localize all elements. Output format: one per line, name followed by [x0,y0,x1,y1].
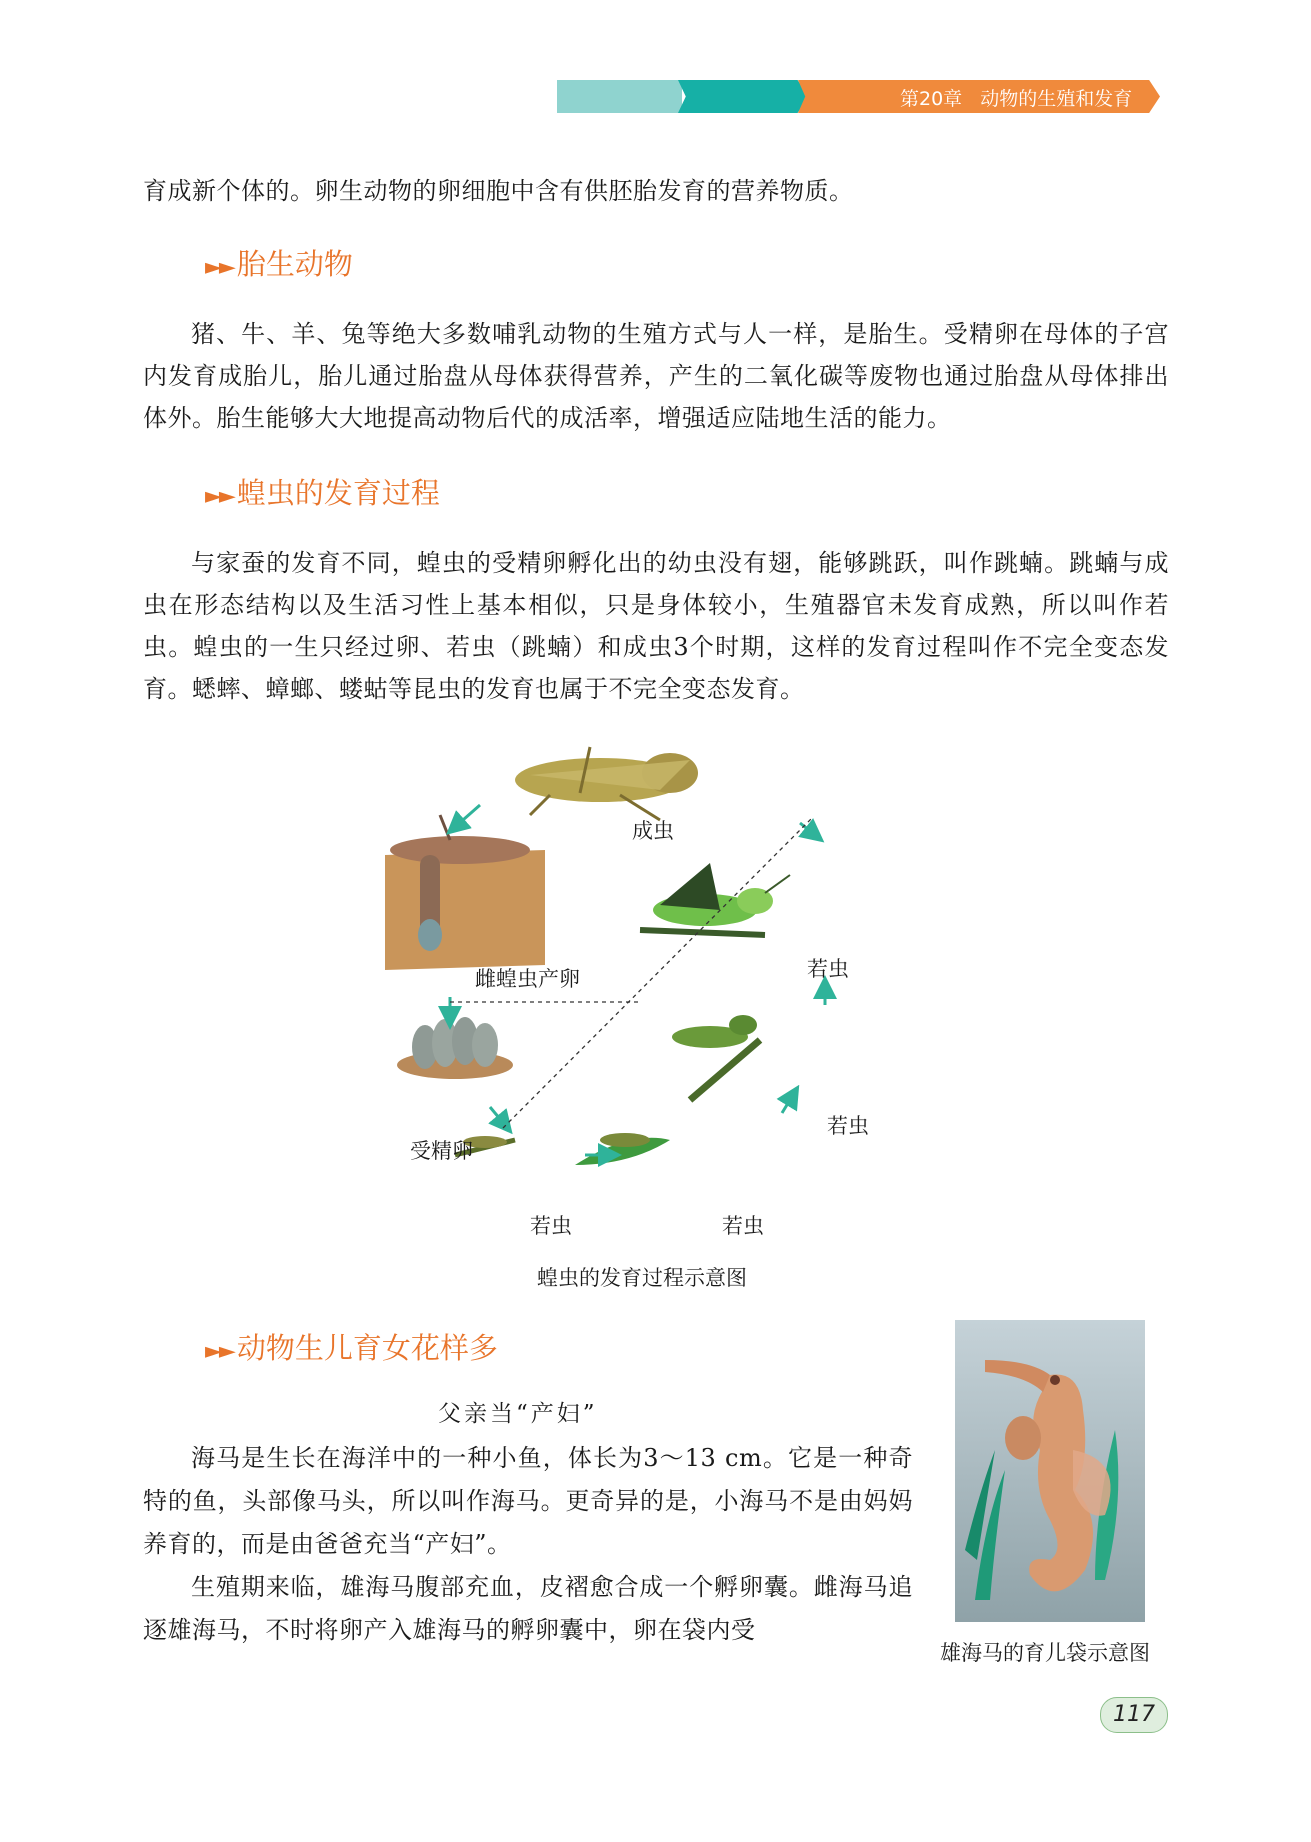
section-title: 动物生儿育女花样多 [236,1331,498,1365]
nymph-stage-3-image [672,1015,760,1100]
paragraph-text: 生殖期来临，雄海马腹部充血，皮褶愈合成一个孵卵囊。雌海马追逐雄海马，不时将卵产入雄海马的孵卵囊中，卵在袋内受 [143,1573,913,1644]
label-laying: 雌蝗虫产卵 [475,967,580,991]
seahorse-paragraph-2 [143,1566,913,1652]
triangle-marker-icon: ►► [205,255,233,280]
label-nymph-4: 若虫 [807,957,849,981]
label-adult: 成虫 [632,819,674,843]
paragraph-text: 猪、牛、羊、兔等绝大多数哺乳动物的生殖方式与人一样，是胎生。受精卵在母体的子宫内发育成胎儿，胎儿通过胎盘从母体获得营养，产生的二氧化碳等废物也通过胎盘从母体排出体外。胎生能够大大地提高动物后代的成活率，增强适应陆地生活的能力。 [143,320,1169,432]
section-heading-locust [205,471,440,512]
nymph-stage-2-image [575,1133,670,1165]
triangle-marker-icon: ►► [205,1339,233,1364]
intro-paragraph [143,170,1169,212]
arrow-icon [490,1107,505,1125]
paragraph-text: 与家蚕的发育不同，蝗虫的受精卵孵化出的幼虫没有翅，能够跳跃，叫作跳蝻。跳蝻与成虫在形态结构以及生活习性上基本相似，只是身体较小，生殖器官未发育成熟，所以叫作若虫。蝗虫的一生只经过卵、若虫（跳蝻）和成虫3个时期，这样的发育过程叫作不完全变态发育。蟋蟀、蟑螂、蝼蛄等昆虫的发育也属于不完全变态发育。 [143,549,1169,703]
page-number: 117 [1100,1697,1168,1733]
section-title: 蝗虫的发育过程 [236,476,440,510]
chapter-title: 动物的生殖和发育 [980,88,1133,110]
nymph-stage-4-image [640,863,790,935]
section-title: 胎生动物 [236,247,353,281]
seahorse-image [955,1320,1145,1622]
arrow-icon [782,1095,793,1113]
chapter-number: 第20章 [900,88,963,110]
chapter-header [900,84,1150,111]
figure-caption: 蝗虫的发育过程示意图 [537,1266,747,1290]
label-nymph-1: 若虫 [530,1214,572,1238]
locust-life-cycle-figure [370,735,950,1238]
header-band-teal [678,80,808,113]
label-nymph-2: 若虫 [722,1214,764,1238]
intro-text: 育成新个体的。卵生动物的卵细胞中含有供胚胎发育的营养物质。 [143,177,854,205]
seahorse-caption: 雄海马的育儿袋示意图 [940,1641,1150,1665]
seahorse-subheading: 父亲当“产妇” [438,1401,598,1427]
section-heading-viviparous [205,242,353,283]
laying-locust-image [385,815,545,970]
eggs-image [397,1017,513,1079]
viviparous-paragraph [143,313,1169,439]
section-heading-reproduction-variety [205,1326,498,1367]
arrow-icon [455,805,480,827]
paragraph-text: 海马是生长在海洋中的一种小鱼，体长为3～13 cm。它是一种奇特的鱼，头部像马头，所以叫作海马。更奇异的是，小海马不是由妈妈养育的，而是由爸爸充当“产妇”。 [143,1444,913,1558]
seahorse-paragraph-1 [143,1437,913,1566]
label-nymph-3: 若虫 [827,1114,869,1138]
label-egg: 受精卵 [410,1139,473,1163]
adult-locust-image [515,747,698,820]
triangle-marker-icon: ►► [205,484,233,509]
header-band-light [557,80,682,113]
locust-paragraph [143,542,1169,710]
arrow-icon [800,823,815,835]
